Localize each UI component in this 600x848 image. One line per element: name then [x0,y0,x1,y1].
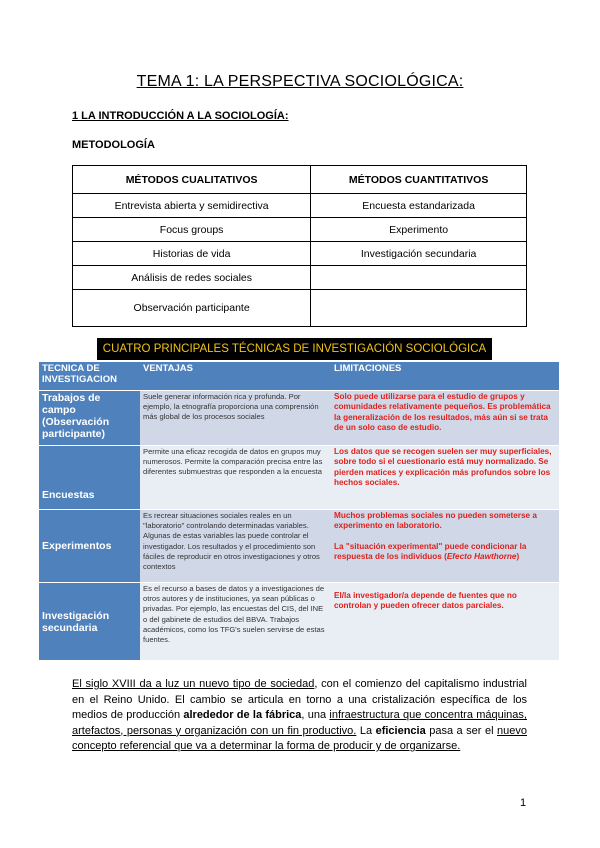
table-cell: Focus groups [73,218,311,242]
techniques-banner: CUATRO PRINCIPALES TÉCNICAS DE INVESTIGACIÓN SOCIOLÓGICA [97,338,492,360]
table-row [39,510,559,583]
table-row [73,218,527,242]
table-row [39,391,559,446]
table-row [73,290,527,327]
table-cell: Entrevista abierta y semidirectiva [73,194,311,218]
methods-table [72,165,527,327]
limitation-text: Muchos problemas sociales no pueden someterse a experimento en laboratorio. [334,511,537,531]
table-cell [311,290,527,327]
limitation-fragment: La "situación experimental" puede condicionar la respuesta de los individuos ( [334,541,527,562]
table-row [73,242,527,266]
technique-label: Experimentos [39,510,140,583]
limitations-cell: Los datos que se recogen suelen ser muy superficiales, sobre todo si el cuestionario está muy normalizado. Se pierden matices y explicación más profundos sobre los hechos sociales. [331,446,559,510]
technique-label: Investigación secundaria [39,583,140,661]
header-technique: TECNICA DE INVESTIGACION [39,362,140,391]
underlined-text: nuevo concepto referencial que va a determinar la forma de producir y de organizarse. [72,724,527,752]
techniques-table [39,362,559,661]
page-number: 1 [520,797,527,809]
table-cell: Análisis de redes sociales [73,266,311,290]
techniques-header-row [39,362,559,391]
limitation-fragment: ) [516,552,520,562]
bold-text: eficiencia [375,724,426,737]
table-cell: Experimento [311,218,527,242]
table-cell: Encuesta estandarizada [311,194,527,218]
subsection-heading: METODOLOGÍA [72,139,155,151]
table-cell: Historias de vida [73,242,311,266]
limitations-cell [331,510,559,583]
limitation-text [334,542,556,563]
text-fragment: pasa a ser el [425,724,498,737]
header-cualitativos: MÉTODOS CUALITATIVOS [73,166,311,194]
advantages-cell: Es recrear situaciones sociales reales en un "laboratorio" controlando determinadas variables. Algunas de estas variables las puede controlar el investigador. Los resultados y el procedimiento son fáciles de reproducir en otros investigaciones y otros contextos [140,510,331,583]
table-header-row [73,166,527,194]
table-cell: Investigación secundaria [311,242,527,266]
bold-text: alrededor de la fábrica [183,709,302,721]
technique-label: Trabajos de campo (Observación participante) [39,391,140,446]
limitations-cell: El/la investigador/a depende de fuentes que no controlan y pueden ofrecer datos parciales. [331,583,559,661]
header-advantages: VENTAJAS [140,362,331,391]
body-paragraph [72,677,527,755]
table-row [39,446,559,510]
text-fragment: La [356,724,376,737]
limitations-cell: Solo puede utilizarse para el estudio de grupos y comunidades relativamente pequeños. Es problemática la generalización de los resultados, más aún si se trata de un solo caso de estudio. [331,391,559,446]
text-fragment: , una [301,709,330,721]
advantages-cell: Suele generar información rica y profunda. Por ejemplo, la etnografía proporciona una comprensión más global de los procesos sociales [140,391,331,446]
text-fragment: , con el comienzo del capitalismo industrial en el Reino Unido. El cambio se articula en torno a una cristalización específica de los medios de producción [72,678,527,721]
advantages-cell: Es el recurso a bases de datos y a investigaciones de otros autores y de instituciones, ya sean públicas o privadas. Por ejemplo, las encuestas del CIS, del INE o del gabinete de estudios del BBVA. Trabajos académicos, como los TFG's suelen servirse de estas fuentes. [140,583,331,661]
table-cell [311,266,527,290]
table-row [39,583,559,661]
table-cell: Observación participante [73,290,311,327]
limitation-emphasis: Efecto Hawthorne [446,552,517,562]
advantages-cell: Permite una eficaz recogida de datos en grupos muy numerosos. Permite la comparación precisa entre las diferentes submuestras que responden a la encuesta [140,446,331,510]
underlined-text: infraestructura que concentra máquinas, artefactos, personas y organización con un fin productivo. [72,709,527,737]
table-row [73,194,527,218]
underlined-text: El siglo XVIII da a luz un nuevo tipo de sociedad [72,678,315,690]
header-limitations: LIMITACIONES [331,362,559,391]
section-heading: 1 LA INTRODUCCIÓN A LA SOCIOLOGÍA: [72,110,289,122]
header-cuantitativos: MÉTODOS CUANTITATIVOS [311,166,527,194]
page-title: TEMA 1: LA PERSPECTIVA SOCIOLÓGICA: [136,73,464,90]
table-row [73,266,527,290]
technique-label: Encuestas [39,446,140,510]
